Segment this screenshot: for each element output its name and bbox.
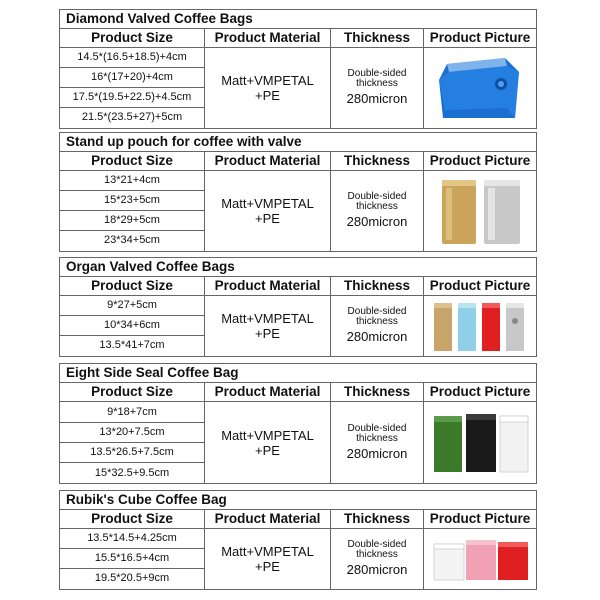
thickness-cell (331, 529, 424, 590)
section-title: Diamond Valved Coffee Bags (59, 9, 537, 29)
section-title: Eight Side Seal Coffee Bag (59, 363, 537, 383)
size-row: 13*20+7.5cm (60, 423, 204, 443)
material-line2: +PE (255, 211, 280, 226)
thickness-value: 280micron (346, 445, 408, 461)
section-title: Stand up pouch for coffee with valve (59, 132, 537, 152)
section-title: Organ Valved Coffee Bags (59, 257, 537, 277)
thickness-label: Double-sided (347, 422, 407, 434)
material-line2: +PE (255, 326, 280, 341)
picture-cell (424, 402, 537, 484)
size-row: 13.5*14.5+4.25cm (60, 529, 204, 549)
size-row: 14.5*(16.5+18.5)+4cm (60, 48, 204, 68)
picture-cell (424, 296, 537, 357)
size-row: 10*34+6cm (60, 316, 204, 336)
thickness-cell (331, 48, 424, 129)
size-row: 9*27+5cm (60, 296, 204, 316)
section-rubiks-cube (59, 490, 537, 590)
gold-silver-stand-up-pouches-icon (432, 174, 528, 248)
thickness-label: Double-sided (347, 68, 407, 79)
thickness-label: Double-sided (347, 539, 407, 550)
thickness-label-2: thickness (356, 316, 398, 327)
material-line1: Matt+VMPETAL (221, 544, 314, 559)
section-title: Rubik's Cube Coffee Bag (59, 490, 537, 510)
size-row: 17.5*(19.5+22.5)+4.5cm (60, 88, 204, 108)
material-cell (205, 171, 331, 252)
size-list (59, 529, 205, 590)
section-stand-up-pouch (59, 132, 537, 252)
size-row: 23*34+5cm (104, 234, 160, 246)
header-product-size: Product Size (59, 277, 205, 296)
thickness-cell (331, 171, 424, 252)
header-product-picture: Product Picture (424, 29, 537, 48)
picture-cell (424, 529, 537, 590)
green-black-white-flat-bottom-bags-icon (428, 410, 532, 476)
header-thickness: Thickness (331, 510, 424, 529)
size-row: 16*(17+20)+4cm (60, 68, 204, 88)
white-pink-red-cube-bags-icon (428, 534, 532, 584)
header-product-material: Product Material (205, 510, 331, 529)
thickness-cell (331, 296, 424, 357)
header-product-material: Product Material (205, 277, 331, 296)
thickness-value: 280micron (346, 562, 408, 577)
picture-cell (424, 48, 537, 129)
size-list (59, 402, 205, 484)
header-product-material: Product Material (205, 152, 331, 171)
header-product-size: Product Size (59, 510, 205, 529)
material-line1: Matt+VMPETAL (221, 196, 314, 211)
size-row: 13.5*26.5+7.5cm (60, 443, 204, 463)
header-product-picture: Product Picture (424, 510, 537, 529)
size-row: 19.5*20.5+9cm (94, 572, 170, 584)
material-cell (205, 402, 331, 484)
thickness-value: 280micron (346, 91, 408, 106)
material-cell (205, 296, 331, 357)
size-row: 9*18+7cm (60, 402, 204, 423)
four-side-gusset-bags-icon (428, 299, 532, 353)
size-row: 21.5*(23.5+27)+5cm (81, 111, 183, 123)
header-product-material: Product Material (205, 29, 331, 48)
header-thickness: Thickness (331, 152, 424, 171)
size-row: 15*23+5cm (60, 191, 204, 211)
header-product-size: Product Size (59, 29, 205, 48)
size-row: 15.5*16.5+4cm (60, 549, 204, 569)
material-line1: Matt+VMPETAL (221, 73, 314, 88)
thickness-value: 280micron (346, 214, 408, 229)
size-row: 13.5*41+7cm (99, 339, 165, 351)
section-diamond-valved (59, 9, 537, 129)
material-cell (205, 48, 331, 129)
material-line2: +PE (255, 88, 280, 103)
thickness-label-2: thickness (356, 78, 398, 89)
section-eight-side-seal (59, 363, 537, 484)
material-line1: Matt+VMPETAL (221, 427, 314, 443)
header-thickness: Thickness (331, 29, 424, 48)
size-list (59, 296, 205, 357)
section-organ-valved (59, 257, 537, 357)
size-list (59, 171, 205, 252)
thickness-label: Double-sided (347, 191, 407, 202)
size-list (59, 48, 205, 129)
header-product-material: Product Material (205, 383, 331, 402)
thickness-label: Double-sided (347, 306, 407, 317)
header-product-picture: Product Picture (424, 152, 537, 171)
size-row: 15*32.5+9.5cm (94, 467, 170, 479)
header-product-picture: Product Picture (424, 383, 537, 402)
size-row: 13*21+4cm (60, 171, 204, 191)
blue-diamond-valve-bag-icon (435, 52, 525, 124)
header-product-picture: Product Picture (424, 277, 537, 296)
picture-cell (424, 171, 537, 252)
material-cell (205, 529, 331, 590)
header-thickness: Thickness (331, 277, 424, 296)
material-line1: Matt+VMPETAL (221, 311, 314, 326)
material-line2: +PE (255, 442, 280, 458)
size-row: 18*29+5cm (60, 211, 204, 231)
header-thickness: Thickness (331, 383, 424, 402)
thickness-cell (331, 402, 424, 484)
material-line2: +PE (255, 559, 280, 574)
thickness-label-2: thickness (356, 432, 398, 444)
thickness-label-2: thickness (356, 201, 398, 212)
thickness-label-2: thickness (356, 549, 398, 560)
header-product-size: Product Size (59, 152, 205, 171)
thickness-value: 280micron (346, 329, 408, 344)
header-product-size: Product Size (59, 383, 205, 402)
